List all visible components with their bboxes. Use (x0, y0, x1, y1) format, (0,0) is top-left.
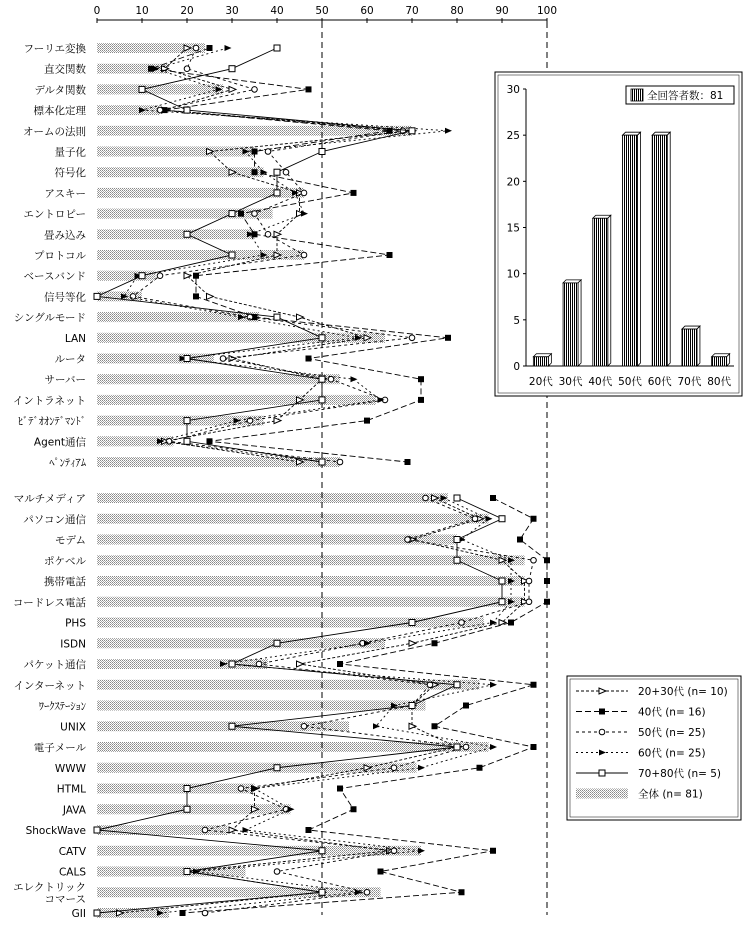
data-point (184, 107, 190, 113)
data-point (94, 910, 100, 916)
x-tick-label: 60 (360, 5, 374, 17)
bar-3d-side (697, 326, 700, 366)
category-label: イントラネット (12, 394, 86, 407)
category-labels (13, 42, 87, 920)
data-point (306, 827, 312, 833)
category-label: ポケベル (44, 555, 86, 568)
overall-bar (97, 701, 426, 711)
category-label: PHS (65, 617, 86, 630)
data-point (337, 786, 343, 792)
data-point (139, 273, 145, 279)
category-label: ﾜｰｸｽﾃｰｼｮﾝ (38, 700, 86, 713)
data-point (445, 335, 451, 341)
overall-bar (97, 659, 268, 669)
category-label: JAVA (62, 804, 86, 817)
category-label: LAN (64, 332, 86, 345)
inset-y-tick-label: 20 (506, 176, 520, 189)
inset-category-label: 80代 (707, 376, 732, 388)
data-point (301, 211, 308, 217)
overall-bar (97, 493, 448, 503)
data-point (409, 620, 415, 626)
inset-y-tick-label: 25 (506, 130, 520, 143)
main-line-chart (13, 5, 557, 920)
category-label: コードレス電話 (12, 596, 86, 609)
data-point (531, 744, 537, 750)
data-point (130, 294, 136, 300)
data-point (337, 661, 343, 667)
respondents-bar-chart (495, 72, 742, 396)
overall-bar (97, 105, 160, 115)
inset-category-label: 40代 (588, 376, 613, 388)
category-label: ISDN (60, 638, 86, 651)
category-label: 直交関数 (44, 63, 86, 76)
data-point (306, 86, 312, 92)
bar-3d-side (638, 132, 641, 366)
category-label: フーリエ変換 (23, 43, 86, 55)
category-label: パソコン通信 (23, 513, 86, 526)
legend-label: 50代 (n= 25) (638, 727, 706, 739)
data-point (531, 557, 537, 563)
data-point (409, 723, 416, 729)
data-point (274, 869, 280, 875)
category-label: 畳み込み (44, 229, 86, 242)
data-point (274, 169, 280, 175)
overall-bar (97, 188, 304, 198)
overall-bar (97, 804, 291, 814)
data-point (265, 232, 271, 238)
data-point (184, 786, 190, 792)
x-tick-label: 50 (315, 5, 329, 17)
data-point (193, 293, 199, 299)
data-point (409, 703, 415, 709)
category-label: HTML (56, 783, 86, 796)
data-point (301, 190, 307, 196)
data-point (319, 335, 325, 341)
category-label: UNIX (60, 721, 86, 734)
data-point (184, 418, 190, 424)
data-point (454, 537, 460, 543)
legend-marker (599, 729, 605, 735)
data-point (445, 128, 452, 134)
data-point (423, 495, 429, 501)
data-point (391, 765, 397, 771)
data-point (229, 661, 235, 667)
inset-y-tick-label: 15 (506, 222, 520, 235)
data-point (432, 723, 438, 729)
legend-label: 全体 (n= 81) (638, 788, 703, 801)
category-label: オームの法則 (23, 125, 86, 138)
inset-bar (563, 283, 578, 366)
category-label: CATV (58, 845, 86, 858)
data-point (454, 744, 460, 750)
category-label: プロトコル (33, 250, 86, 262)
category-label: ShockWave (25, 825, 86, 837)
category-label: 符号化 (54, 167, 86, 180)
data-point (274, 231, 281, 237)
category-label: Agent通信 (33, 436, 86, 449)
inset-bar (712, 357, 727, 366)
data-point (184, 869, 190, 875)
data-point (405, 459, 411, 465)
data-point (531, 516, 537, 522)
data-point (463, 744, 469, 750)
data-point (319, 397, 325, 403)
data-point (274, 190, 280, 196)
data-point (454, 682, 460, 688)
legend-marker (599, 709, 605, 715)
inset-frame (495, 72, 742, 396)
data-point (301, 723, 307, 729)
inset-category-label: 70代 (677, 376, 702, 388)
data-point (238, 786, 244, 792)
inset-y-tick-label: 5 (513, 314, 520, 327)
data-point (508, 620, 514, 626)
legend-label: 40代 (n= 16) (638, 706, 706, 719)
data-point (418, 376, 424, 382)
overall-bar (97, 229, 255, 239)
inset-category-label: 60代 (647, 376, 672, 388)
category-label: インターネット (13, 679, 86, 692)
data-point (202, 910, 208, 916)
category-label: 携帯電話 (44, 576, 86, 588)
data-point (207, 438, 213, 444)
overall-bar (97, 271, 156, 281)
x-tick-label: 30 (225, 5, 239, 17)
overall-bar (97, 147, 255, 157)
category-label: ﾍﾟﾝﾃｨｱﾑ (49, 457, 86, 469)
overall-bar (97, 721, 349, 731)
overall-bar (97, 597, 525, 607)
data-point (229, 86, 236, 92)
overall-bar (97, 535, 457, 545)
data-point (387, 252, 393, 258)
data-point (306, 356, 312, 362)
data-point (184, 231, 190, 237)
data-point (454, 557, 460, 563)
overall-bar (97, 167, 264, 177)
overall-bar (97, 638, 385, 648)
data-point (252, 211, 258, 217)
category-label: デルタ関数 (34, 84, 86, 97)
data-point (459, 620, 465, 626)
inset-bar (533, 357, 548, 366)
data-point (351, 376, 358, 382)
data-point (184, 273, 191, 279)
data-point (252, 786, 259, 792)
category-label: 信号等化 (44, 291, 86, 304)
data-point (477, 765, 483, 771)
top-x-axis (94, 5, 557, 23)
category-label: ルータ (54, 353, 86, 366)
data-point (337, 459, 343, 465)
x-tick-label: 0 (93, 5, 101, 17)
data-point (409, 128, 415, 134)
data-point (409, 335, 415, 341)
data-point (526, 599, 532, 605)
data-point (418, 848, 425, 854)
data-point (544, 599, 550, 605)
category-label: WWW (54, 762, 86, 775)
data-point (157, 107, 163, 113)
data-point (252, 169, 258, 175)
data-point (319, 376, 325, 382)
data-point (454, 495, 460, 501)
data-point (157, 273, 163, 279)
data-point (238, 211, 244, 217)
data-point (139, 86, 145, 92)
data-point (193, 273, 199, 279)
bar-3d-side (578, 280, 581, 366)
data-point (252, 149, 258, 155)
data-point (490, 682, 497, 688)
overall-bar (97, 576, 525, 586)
data-point (229, 827, 236, 833)
category-label: GII (71, 908, 86, 920)
category-label: エントロピー (23, 208, 86, 221)
data-point (283, 169, 289, 175)
data-point (229, 723, 235, 729)
overall-bar (97, 374, 340, 384)
main-legend (567, 676, 741, 820)
data-point (301, 252, 307, 258)
data-point (202, 827, 208, 833)
data-point (229, 66, 235, 72)
legend-marker (599, 770, 605, 776)
data-point (207, 45, 213, 51)
category-label: サーバー (44, 374, 86, 387)
data-point (378, 869, 384, 875)
inset-y-tick-label: 0 (513, 361, 520, 373)
data-point (319, 848, 325, 854)
data-point (184, 806, 190, 812)
overall-bar (97, 395, 376, 405)
inset-category-label: 30代 (558, 376, 583, 388)
data-point (274, 765, 280, 771)
data-point (274, 314, 280, 320)
data-point (274, 45, 280, 51)
data-point (463, 703, 469, 709)
inset-legend-swatch (631, 89, 643, 101)
overall-bar (97, 846, 421, 856)
data-point (319, 889, 325, 895)
data-point (531, 682, 537, 688)
data-point (351, 806, 357, 812)
x-tick-label: 100 (536, 5, 558, 17)
bar-3d-side (608, 215, 611, 366)
category-label: シングルモード (13, 312, 86, 325)
overall-bar (97, 209, 273, 219)
data-point (319, 459, 325, 465)
inset-bar (623, 135, 638, 366)
inset-bar (652, 135, 667, 366)
overall-bar (97, 333, 385, 343)
data-point (391, 848, 397, 854)
overall-bar (97, 250, 304, 260)
data-point (274, 418, 281, 424)
category-label: モデム (55, 534, 86, 547)
data-point (517, 537, 523, 543)
data-point (373, 723, 380, 729)
data-point (207, 293, 214, 299)
category-label: マルチメディア (13, 493, 86, 505)
inset-bar (682, 329, 697, 366)
data-point (364, 889, 370, 895)
category-label: 量子化 (54, 146, 86, 159)
x-tick-label: 10 (135, 5, 149, 17)
data-point (544, 578, 550, 584)
inset-category-label: 20代 (528, 376, 553, 388)
category-label: アスキー (44, 187, 86, 200)
inset-y-tick-label: 10 (506, 268, 520, 281)
data-point (184, 356, 190, 362)
data-point (499, 578, 505, 584)
inset-category-label: 50代 (618, 376, 642, 388)
bar-3d-side (667, 132, 670, 366)
data-point (252, 87, 258, 93)
data-point (297, 314, 304, 320)
data-point (432, 640, 438, 646)
data-point (220, 356, 226, 362)
data-point (405, 537, 411, 543)
data-point (526, 578, 532, 584)
x-tick-label: 20 (180, 5, 194, 17)
data-point (490, 744, 497, 750)
x-tick-label: 80 (450, 5, 464, 17)
data-point (459, 889, 465, 895)
data-point (544, 557, 550, 563)
legend-label: 20+30代 (n= 10) (638, 686, 728, 698)
overall-bar (97, 312, 259, 322)
category-label: パケット通信 (23, 659, 86, 671)
data-point (418, 397, 424, 403)
category-label: ベースバンド (23, 270, 86, 283)
data-point (328, 376, 334, 382)
overall-bars (97, 43, 525, 918)
category-label: 電子メール (33, 742, 86, 754)
legend-label: 70+80代 (n= 5) (638, 768, 722, 780)
data-point (229, 252, 235, 258)
data-point (184, 438, 190, 444)
data-point (409, 640, 416, 646)
data-point (274, 640, 280, 646)
data-point (225, 45, 232, 51)
data-point (351, 190, 357, 196)
x-tick-label: 70 (405, 5, 419, 17)
data-point (418, 765, 425, 771)
data-point (490, 495, 496, 501)
data-point (184, 66, 190, 72)
legend-label: 60代 (n= 25) (638, 747, 706, 760)
data-point (94, 827, 100, 833)
category-label: ﾋﾞﾃﾞｵｵﾝﾃﾞﾏﾝﾄﾞ (17, 415, 86, 428)
data-point (229, 211, 235, 217)
data-point (94, 293, 100, 299)
data-point (486, 516, 493, 522)
data-point (490, 620, 497, 626)
overall-bar (97, 784, 255, 794)
x-tick-label: 40 (270, 5, 284, 17)
category-label: エレクトリックコマース (13, 881, 86, 906)
data-point (499, 516, 505, 522)
data-point (364, 418, 370, 424)
data-point (490, 848, 496, 854)
category-label: CALS (58, 866, 86, 879)
x-tick-label: 90 (495, 5, 509, 17)
category-label: 標本化定理 (33, 105, 86, 118)
data-point (499, 599, 505, 605)
data-point (288, 806, 295, 812)
data-point (193, 45, 199, 51)
inset-legend-label: 全回答者数：81 (647, 90, 724, 102)
inset-bar (593, 218, 608, 366)
data-point (297, 661, 304, 667)
legend-swatch (576, 789, 628, 799)
overall-bar (97, 354, 214, 364)
data-point (472, 516, 478, 522)
overall-bar (97, 514, 489, 524)
inset-y-tick-label: 30 (506, 84, 520, 96)
data-point (319, 149, 325, 155)
